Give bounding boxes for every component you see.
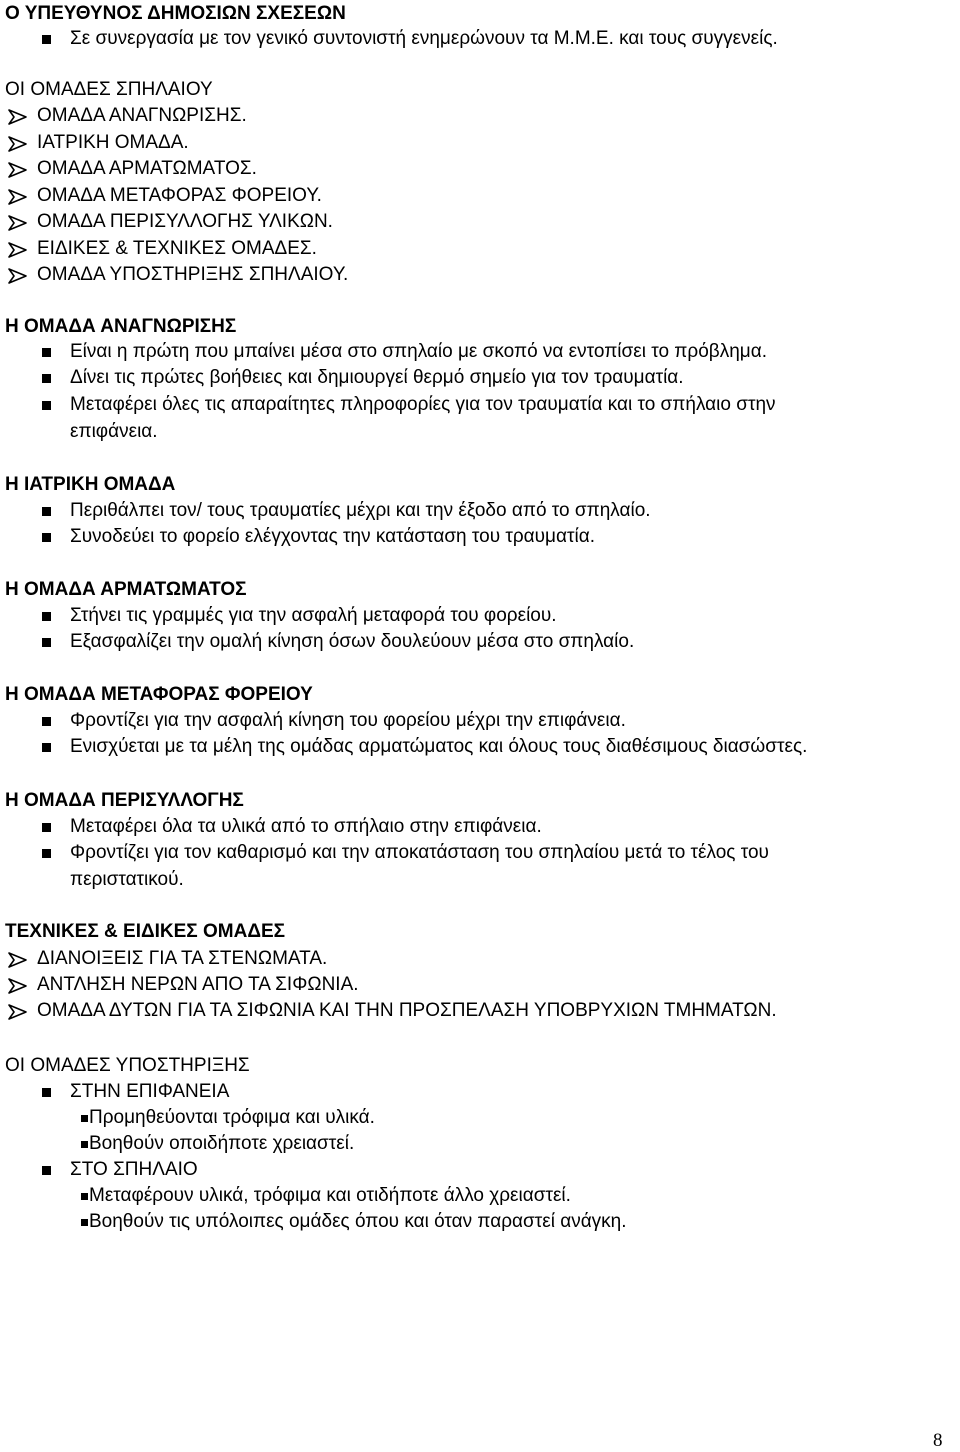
square-bullet-icon: [42, 612, 51, 621]
list-item-text: Μεταφέρει όλες τις απαραίτητες πληροφορίες για τον τραυματία και το σπήλαιο στην: [70, 394, 776, 415]
list-item-text: Εξασφαλίζει την ομαλή κίνηση όσων δουλεύουν μέσα στο σπηλαίο.: [70, 631, 635, 652]
list-item-continuation: περιστατικού.: [70, 869, 184, 890]
arrow-bullet-icon: [8, 978, 28, 994]
square-bullet-icon: [42, 717, 51, 726]
list-item-text: ΣΤΟ ΣΠΗΛΑΙΟ: [70, 1159, 198, 1180]
list-item-text: ΟΜΑΔΑ ΥΠΟΣΤΗΡΙΞΗΣ ΣΠΗΛΑΙΟΥ.: [37, 264, 349, 285]
section-heading-collection: Η ΟΜΑΔΑ ΠΕΡΙΣΥΛΛΟΓΗΣ: [5, 790, 244, 811]
square-bullet-icon: [42, 533, 51, 542]
list-item-text: ΟΜΑΔΑ ΜΕΤΑΦΟΡΑΣ ΦΟΡΕΙΟΥ.: [37, 184, 322, 206]
list-item-text: Φροντίζει για τον καθαρισμό και την αποκατάσταση του σπηλαίου μετά το τέλος του: [70, 842, 769, 863]
list-item-text: Ενισχύεται με τα μέλη της ομάδας αρματώματος και όλους τους διαθέσιμους διασώστες.: [70, 736, 808, 757]
list-item-text: ΔΙΑΝΟΙΞΕΙΣ ΓΙΑ ΤΑ ΣΤΕΝΩΜΑΤΑ.: [37, 948, 328, 969]
small-square-bullet-icon: [81, 1141, 88, 1148]
square-bullet-icon: [42, 849, 51, 858]
arrow-bullet-icon: [8, 268, 28, 284]
section-heading-recon: Η ΟΜΑΔΑ ΑΝΑΓΝΩΡΙΣΗΣ: [5, 316, 237, 337]
list-item-text: Βοηθούν οποιδήποτε χρειαστεί.: [89, 1133, 355, 1154]
section-heading-medical: Η ΙΑΤΡΙΚΗ ΟΜΑΔΑ: [5, 474, 176, 495]
list-item-text: Περιθάλπει τον/ τους τραυματίες μέχρι και την έξοδο από το σπηλαίο.: [70, 500, 651, 521]
arrow-bullet-icon: [8, 136, 28, 152]
arrow-bullet-icon: [8, 215, 28, 231]
section-heading-cave-teams: ΟΙ ΟΜΑΔΕΣ ΣΠΗΛΑΙΟΥ: [5, 79, 213, 100]
list-item-text: Είναι η πρώτη που μπαίνει μέσα στο σπηλαίο με σκοπό να εντοπίσει το πρόβλημα.: [70, 341, 767, 362]
list-item-text: ΙΑΤΡΙΚΗ ΟΜΑΔΑ.: [37, 131, 189, 153]
small-square-bullet-icon: [81, 1115, 88, 1122]
list-item-text: Συνοδεύει το φορείο ελέγχοντας την κατάσταση του τραυματία.: [70, 526, 595, 547]
section-heading-rigging: Η ΟΜΑΔΑ ΑΡΜΑΤΩΜΑΤΟΣ: [5, 579, 247, 600]
square-bullet-icon: [42, 374, 51, 383]
square-bullet-icon: [42, 348, 51, 357]
list-item-text: ΟΜΑΔΑ ΑΝΑΓΝΩΡΙΣΗΣ.: [37, 105, 247, 126]
square-bullet-icon: [42, 638, 51, 647]
section-heading-stretcher: Η ΟΜΑΔΑ ΜΕΤΑΦΟΡΑΣ ΦΟΡΕΙΟΥ: [5, 684, 313, 705]
square-bullet-icon: [42, 1088, 51, 1097]
section-heading-support: ΟΙ ΟΜΑΔΕΣ ΥΠΟΣΤΗΡΙΞΗΣ: [5, 1055, 250, 1076]
arrow-bullet-icon: [8, 189, 28, 205]
list-item-text: Μεταφέρουν υλικά, τρόφιμα και οτιδήποτε άλλο χρειαστεί.: [89, 1185, 571, 1206]
list-item-text: ΟΜΑΔΑ ΠΕΡΙΣΥΛΛΟΓΗΣ ΥΛΙΚΩΝ.: [37, 211, 333, 232]
small-square-bullet-icon: [81, 1219, 88, 1226]
page-number: 8: [933, 1430, 943, 1451]
list-item-text: Δίνει τις πρώτες βοήθειες και δημιουργεί θερμό σημείο για τον τραυματία.: [70, 367, 684, 388]
list-item-continuation: επιφάνεια.: [70, 421, 158, 442]
list-item-text: Φροντίζει για την ασφαλή κίνηση του φορείου μέχρι την επιφάνεια.: [70, 710, 626, 731]
list-item-text: Προμηθεύονται τρόφιμα και υλικά.: [89, 1107, 375, 1128]
square-bullet-icon: [42, 507, 51, 516]
arrow-bullet-icon: [8, 952, 28, 968]
arrow-bullet-icon: [8, 242, 28, 258]
arrow-bullet-icon: [8, 162, 28, 178]
list-item-text: Στήνει τις γραμμές για την ασφαλή μεταφορά του φορείου.: [70, 605, 557, 626]
section-heading-pr: Ο ΥΠΕΥΘΥΝΟΣ ΔΗΜΟΣΙΩΝ ΣΧΕΣΕΩΝ: [5, 3, 346, 24]
list-item-text: ΟΜΑΔΑ ΑΡΜΑΤΩΜΑΤΟΣ.: [37, 158, 257, 179]
square-bullet-icon: [42, 823, 51, 832]
list-item-text: Βοηθούν τις υπόλοιπες ομάδες όπου και όταν παραστεί ανάγκη.: [89, 1211, 627, 1232]
section-heading-special: ΤΕΧΝΙΚΕΣ & ΕΙΔΙΚΕΣ ΟΜΑΔΕΣ: [5, 921, 286, 942]
list-item-text: ΣΤΗΝ ΕΠΙΦΑΝΕΙΑ: [70, 1081, 230, 1102]
arrow-bullet-icon: [8, 109, 28, 125]
list-item-text: ΑΝΤΛΗΣΗ ΝΕΡΩΝ ΑΠΟ ΤΑ ΣΙΦΩΝΙΑ.: [37, 974, 359, 995]
square-bullet-icon: [42, 35, 51, 44]
small-square-bullet-icon: [81, 1193, 88, 1200]
square-bullet-icon: [42, 1166, 51, 1175]
list-item-text: ΟΜΑΔΑ ΔΥΤΩΝ ΓΙΑ ΤΑ ΣΙΦΩΝΙΑ ΚΑΙ ΤΗΝ ΠΡΟΣΠΕΛΑΣΗ ΥΠΟΒΡΥΧΙΩΝ ΤΜΗΜΑΤΩΝ.: [37, 1000, 777, 1021]
square-bullet-icon: [42, 743, 51, 752]
list-item-text: Μεταφέρει όλα τα υλικά από το σπήλαιο στην επιφάνεια.: [70, 816, 542, 837]
square-bullet-icon: [42, 401, 51, 410]
list-item-text: Σε συνεργασία με τον γενικό συντονιστή ενημερώνουν τα Μ.Μ.Ε. και τους συγγενείς.: [70, 28, 778, 49]
list-item-text: ΕΙΔΙΚΕΣ & ΤΕΧΝΙΚΕΣ ΟΜΑΔΕΣ.: [37, 237, 317, 259]
arrow-bullet-icon: [8, 1004, 28, 1020]
